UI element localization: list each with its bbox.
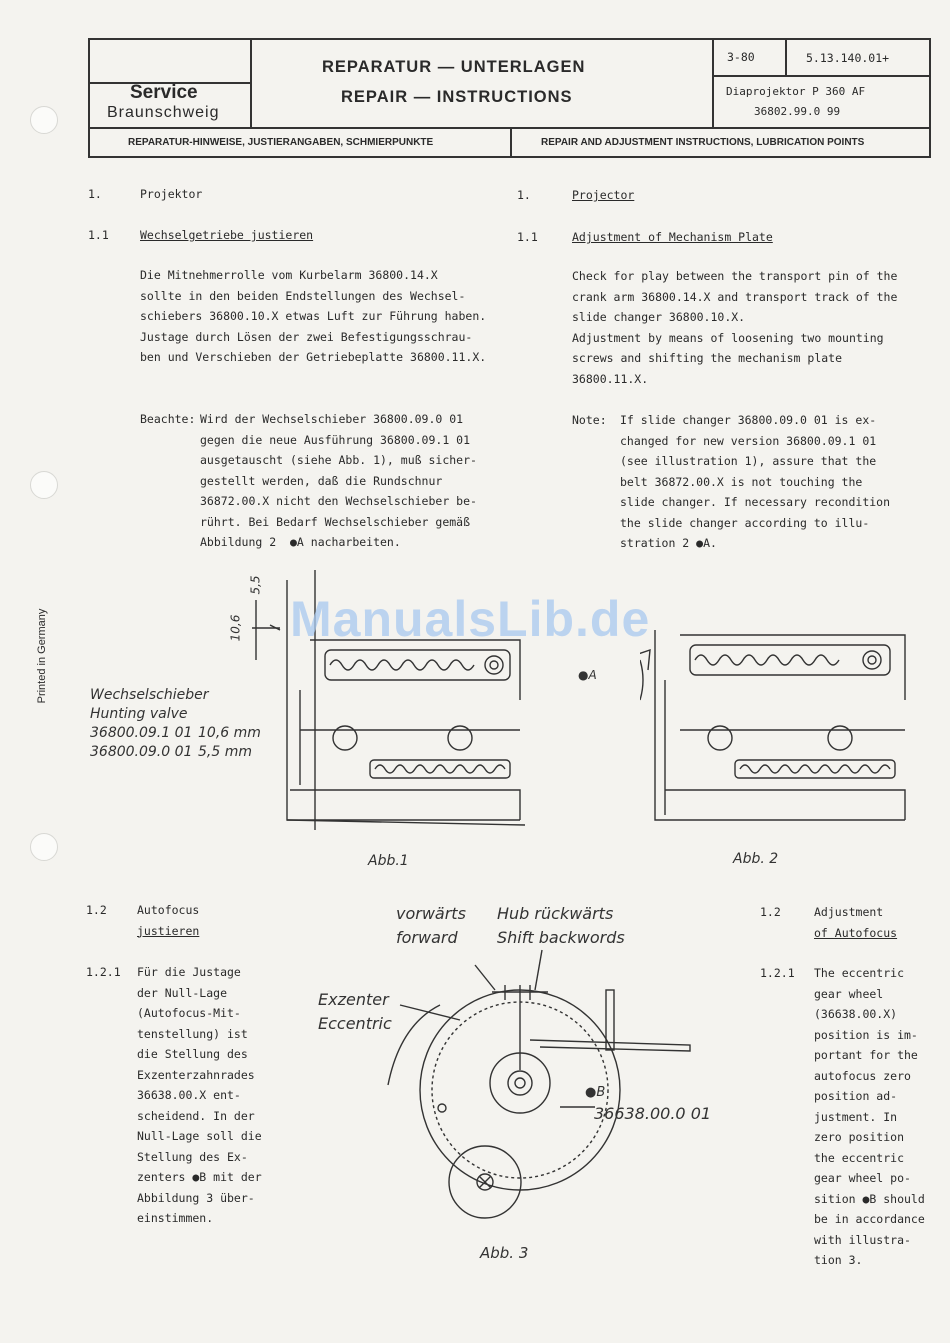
en-section-1-2-number: 1.2 [760,905,781,919]
de-note-label: Beachte: [140,412,196,426]
fig1-caption: Abb.1 [368,853,409,869]
de-section-1-2-number: 1.2 [86,903,107,917]
en-section-1-2-title: Adjustment of Autofocus [814,905,898,940]
en-note-body: If slide changer 36800.09.0 01 is ex- changed for new version 36800.09.1 01 (see illustration 1), assure that the belt 36872.00.X is not touching the slide changer. If necessary recondition the slide changer according to illu- stration 2 ●A. [620,413,891,550]
en-section-1-2-1-number: 1.2.1 [760,966,795,980]
title-english: REPAIR — INSTRUCTIONS [341,88,573,106]
binder-hole-lower [30,833,58,861]
title-german: REPARATUR — UNTERLAGEN [322,58,586,76]
printed-in-germany: Printed in Germany [36,608,48,704]
en-note-label: Note: [572,413,607,427]
fig2-marker: ●A [578,668,597,682]
en-section-1-1-number: 1.1 [517,230,538,244]
de-section-1-1-number: 1.1 [88,228,109,242]
en-section-1-1-body: Check for play between the transport pin of the crank arm 36800.14.X and transport track of the slide changer 36800.10.X. Adjustment by means of loosening two mounting screws and shifting the mechanism plate 36800.11.X. [572,269,898,386]
de-section-1-1-body: Die Mitnehmerrolle vom Kurbelarm 36800.14.X sollte in den beiden Endstellungen des Wechsel- schiebers 36800.10.X etwas Luft zur Führung haben. Justage durch Lösen der zwei Befestigungsschrau- ben und Verschieben der Getriebeplatte 36800.11.X. [140,268,487,364]
de-section-1-1-title: Wechselgetriebe justieren [140,228,314,242]
fig3-forward-label: vorwärts forward [396,904,466,947]
fig2-caption: Abb. 2 [733,851,779,867]
brand-service: Service [130,82,198,103]
figure-2-drawing [640,620,910,840]
fig1-dimension-top: 5,5 [248,575,263,595]
de-note-body: Wird der Wechselschieber 36800.09.0 01 gegen die neue Ausführung 36800.09.1 01 ausgetauscht (siehe Abb. 1), muß sicher- gestellt werden, daß die Rundschnur 36872.00.X nicht den Wechselschieber be- rührt. Bei Bedarf Wechselschieber gemäß Abbildung 2 ●A nacharbeiten. [200,412,477,549]
header-date: 3-80 [727,50,755,64]
fig1-legend: Wechselschieber Hunting valve 36800.09.1 01 10,6 mm 36800.09.0 01 5,5 mm [90,687,261,760]
en-section-1-1-title: Adjustment of Mechanism Plate [572,230,773,244]
fig3-part-number: 36638.00.0 01 [594,1104,712,1123]
en-section-1-title: Projector [572,188,635,202]
de-section-1-title: Projektor [140,187,203,201]
fig3-eccentric-label: Exzenter Eccentric [318,990,392,1033]
en-section-1-2-1-body: The eccentric gear wheel (36638.00.X) position is im- portant for the autofocus zero position ad- justment. In zero position the eccentric gear wheel po- sition ●B should be in accordance with illustra- tion 3. [814,966,925,1267]
figure-3-drawing [380,945,700,1245]
de-section-1-2-1-number: 1.2.1 [86,965,121,979]
de-section-1-2-1-body: Für die Justage der Null-Lage (Autofocus-Mit- tenstellung) ist die Stellung des Exzenterzahnrades 36638.00.X ent- scheidend. In der Null-Lage soll die Stellung des Ex- zenters ●B mit der Abbildung 3 über- einstimmen. [137,965,262,1225]
de-section-1-number: 1. [88,187,102,201]
subtitle-english: REPAIR AND ADJUSTMENT INSTRUCTIONS, LUBRICATION POINTS [541,137,865,148]
brand-braunschweig: Braunschweig [107,104,220,121]
header-product-number: 36802.99.0 99 [754,105,841,118]
en-section-1-number: 1. [517,188,531,202]
fig1-dimension-side: 10,6 [228,614,243,642]
de-section-1-2-title: Autofocus justieren [137,903,200,938]
binder-hole-middle [30,471,58,499]
binder-hole-top [30,106,58,134]
subtitle-german: REPARATUR-HINWEISE, JUSTIERANGABEN, SCHMIERPUNKTE [128,137,434,148]
fig3-caption: Abb. 3 [480,1244,529,1262]
fig3-marker: ●B [585,1085,606,1100]
header-doc-number: 5.13.140.01+ [806,51,890,65]
fig3-stroke-label: Hub rückwärts Shift backwords [497,904,625,947]
manualslib-watermark: ManualsLib.de [290,591,651,647]
header-product: Diaprojektor P 360 AF [726,85,866,98]
